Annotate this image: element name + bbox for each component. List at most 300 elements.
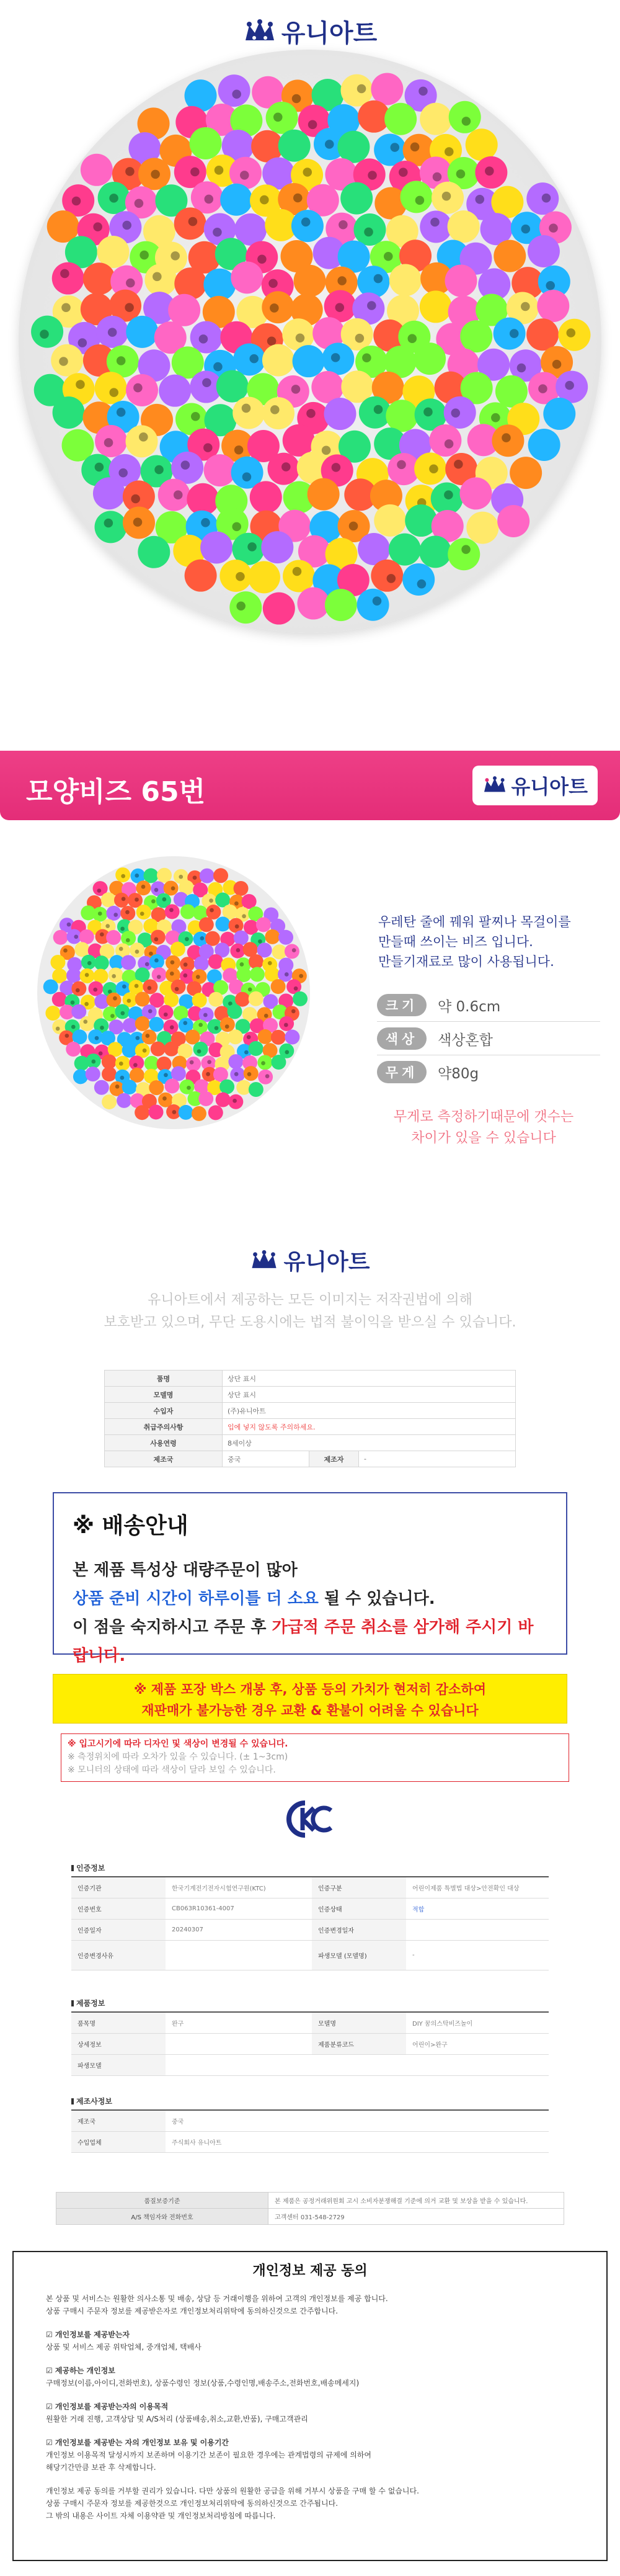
bead-hole (151, 170, 160, 179)
bead-hole (301, 218, 311, 227)
brand-logo (0, 14, 620, 49)
bead-hole (121, 874, 125, 879)
bead (271, 1055, 286, 1070)
bead (190, 127, 222, 159)
bead-hole (59, 357, 68, 366)
bead-hole (475, 195, 484, 204)
bead-hole (190, 168, 200, 177)
bead-hole (198, 1022, 203, 1027)
bead-hole (454, 460, 463, 469)
bead-hole (445, 147, 454, 156)
table-cell: CB063R10361-4007 (166, 1898, 312, 1919)
section-heading: 인증정보 (71, 1863, 105, 1873)
privacy-text: 본 상품 및 서비스는 원활한 의사소통 및 배송, 상담 등 거래이행을 위하여 고객의 개인정보를 제공 합니다. (46, 2294, 388, 2303)
bead (419, 535, 451, 568)
bead (271, 1030, 286, 1045)
note-line: ※ 모니터의 상태에 따라 색상이 달라 보일 수 있습니다. (68, 1765, 276, 1775)
bead (249, 1082, 264, 1097)
bead-hole (291, 1009, 296, 1013)
bead-hole (104, 438, 113, 447)
bead (151, 1042, 166, 1057)
caution-notes (61, 1733, 569, 1782)
bead (283, 560, 315, 592)
bead-hole (164, 1013, 168, 1017)
bead-hole (258, 939, 262, 944)
bead-hole (72, 197, 81, 206)
bead-hole (141, 885, 146, 889)
bead-hole (445, 439, 454, 449)
bead-hole (133, 517, 143, 527)
bead (74, 942, 89, 957)
bead-hole (284, 1023, 288, 1027)
bead-hole (148, 1009, 153, 1014)
bead-hole (153, 272, 162, 282)
privacy-text: 개인정보 이용목적 달성시까지 보존하며 이용기간 보존이 필요한 경우에는 관계법령의 규제에 의하여 (46, 2451, 372, 2459)
table-row (56, 2193, 564, 2209)
bead-hole (148, 986, 152, 990)
bead (229, 591, 262, 624)
brand-name: 유니아트 (511, 775, 588, 798)
bead (52, 992, 67, 1007)
bead-hole (197, 1049, 202, 1053)
bead-hole (71, 1000, 75, 1004)
privacy-text: 상품 및 서비스 제공 위탁업체, 중개업체, 택배사 (46, 2343, 202, 2351)
bead-hole (149, 952, 153, 956)
bead-hole (143, 1049, 147, 1053)
bead-hole (399, 168, 408, 177)
table-header-cell: 상세정보 (71, 2033, 166, 2054)
bead (429, 424, 461, 457)
bead (262, 344, 294, 377)
bead (208, 1019, 223, 1034)
weight-notice (366, 1107, 601, 1149)
bead-hole (285, 972, 289, 977)
bead (293, 991, 308, 1006)
bead (168, 294, 200, 326)
bead (171, 980, 186, 995)
table-header-cell: 취급주의사항 (105, 1419, 223, 1435)
bead-hole (125, 910, 130, 915)
bead (528, 429, 560, 461)
bead-hole (87, 961, 92, 965)
bead-hole (364, 228, 373, 237)
table-row (56, 2209, 564, 2225)
bead-hole (125, 167, 135, 176)
table-cell: 본 제품은 공정거래위원회 고시 소비자분쟁해결 기준에 의거 교환 및 보상을 받을 수 있습니다. (268, 2193, 564, 2209)
table-row (71, 1898, 549, 1919)
bead (283, 424, 315, 457)
bead (293, 345, 325, 377)
privacy-section-heading: ☑ 개인정보를 제공받는자의 이용목적 (46, 2402, 169, 2411)
bead-hole (84, 1002, 89, 1006)
bead-hole (225, 1024, 229, 1029)
table-cell: 중국 (166, 2110, 549, 2131)
privacy-text: 상품 구매시 주문자 정보를 제공받은자로 개인정보처리위탁에 동의하신것으로 간주합니다. (46, 2307, 339, 2315)
table-row (71, 2054, 549, 2075)
bead (149, 1080, 164, 1095)
bead-hole (242, 472, 252, 481)
bead-hole (332, 463, 341, 472)
table-header-cell: 파생모델 (모델명) (312, 1940, 406, 1970)
bead-hole (542, 194, 551, 203)
bead-hole (191, 412, 200, 421)
table-header-cell: 품명 (105, 1371, 223, 1387)
bead-hole (232, 522, 241, 532)
bead-hole (115, 1085, 120, 1089)
bead (203, 269, 236, 301)
bead-hole (270, 405, 280, 414)
bead-hole (374, 405, 383, 414)
privacy-text: 상품 구매시 주문자 정보를 제공한것으로 개인정보처리위탁에 동의하신것으로 간주됩니다. (46, 2499, 339, 2508)
bead-hole (415, 196, 425, 205)
bead-hole (119, 947, 123, 951)
bead-hole (337, 276, 347, 285)
bead (528, 235, 560, 267)
table-row (105, 1403, 516, 1419)
bead-hole (349, 522, 358, 531)
bead-hole (110, 1014, 115, 1018)
bead-hole (83, 1019, 87, 1024)
bead-hole (162, 897, 167, 901)
title-bar (0, 751, 620, 820)
bead-hole (549, 223, 558, 233)
bead-hole (242, 404, 251, 413)
copyright-notice (0, 1289, 620, 1334)
privacy-section-heading: ☑ 제공하는 개인정보 (46, 2366, 115, 2375)
bead-hole (296, 334, 305, 343)
bead-hole (63, 949, 68, 953)
bead-hole (257, 254, 267, 264)
bead (101, 892, 116, 907)
bead (466, 128, 498, 161)
bead-hole (521, 302, 530, 311)
bead-hole (293, 194, 303, 203)
table-row (71, 1877, 549, 1898)
bead-hole (433, 172, 442, 182)
bead (52, 262, 84, 295)
bead-photo-small (37, 856, 310, 1129)
description-line: 만들때 쓰이는 비즈 입니다. (378, 934, 533, 949)
bead (151, 930, 166, 945)
bead (152, 967, 167, 982)
bead (205, 931, 220, 946)
bead-hole (120, 1076, 125, 1080)
bead-hole (451, 408, 460, 418)
bead-hole (187, 1086, 191, 1090)
bead-hole (99, 1051, 103, 1055)
table-cell: 20240307 (166, 1919, 312, 1940)
bead-hole (135, 898, 139, 902)
bead-hole (146, 1034, 150, 1038)
bead (389, 264, 422, 296)
brand-name: 유니아트 (281, 19, 378, 48)
bead (114, 893, 129, 908)
bead (95, 511, 127, 543)
bead-hole (240, 171, 249, 180)
bead (193, 1042, 208, 1057)
bead (138, 536, 170, 568)
privacy-consent (12, 2251, 608, 2561)
bead-hole (188, 217, 198, 226)
bead-hole (135, 1036, 140, 1040)
bead-hole (157, 975, 161, 979)
bead-hole (261, 1061, 265, 1065)
table-header-cell: 인증기관 (71, 1877, 166, 1898)
product-description (378, 912, 601, 972)
bead-hole (357, 84, 366, 94)
bead (216, 1093, 231, 1107)
shipping-title: ※ 배송안내 (73, 1513, 188, 1539)
bead (106, 930, 121, 945)
bead (294, 265, 326, 297)
bead-hole (235, 924, 239, 929)
bead (126, 425, 158, 457)
table-header-cell: 인증일자 (71, 1919, 166, 1940)
bead (79, 1016, 94, 1031)
bead-hole (232, 1099, 237, 1103)
shipping-text: 될 수 있습니다. (318, 1590, 435, 1608)
bead (216, 370, 249, 403)
bead-hole (183, 1021, 187, 1026)
bead (263, 593, 295, 625)
bead (157, 868, 172, 883)
bead-hole (117, 356, 126, 365)
bead (135, 991, 150, 1006)
shipping-notice (53, 1492, 567, 1665)
bead (165, 1078, 180, 1093)
table-row (71, 1940, 549, 1970)
bead (200, 869, 215, 883)
product-title: 모양비즈 65번 (26, 776, 206, 808)
bead-hole (85, 973, 89, 977)
quality-contact-table (56, 2192, 564, 2225)
bead-hole (210, 908, 214, 913)
bead (445, 265, 477, 297)
bead-hole (196, 975, 200, 979)
bead-hole (61, 303, 71, 312)
table-header-cell: 품목명 (71, 2012, 166, 2033)
bead-hole (325, 140, 334, 149)
bead-hole (303, 168, 312, 177)
bead-hole (193, 875, 197, 880)
bead (248, 561, 280, 593)
title-bar-logo (472, 766, 598, 805)
bead-hole (71, 1025, 76, 1029)
bead-hole (273, 113, 283, 122)
bead-photo-large (19, 50, 601, 633)
bead-hole (56, 1027, 60, 1031)
bead-hole (299, 974, 303, 978)
bead-hole (373, 596, 382, 606)
bead (164, 1042, 179, 1057)
bead (526, 318, 559, 351)
bead-hole (174, 490, 183, 499)
bead-hole (122, 897, 126, 901)
bead-hole (339, 220, 348, 230)
bead (192, 993, 207, 1008)
bead (192, 1106, 206, 1121)
bead-hole (175, 987, 179, 991)
bead (448, 538, 480, 570)
shipping-line (73, 1585, 547, 1613)
bead-hole (133, 383, 143, 393)
table-header-cell: 제품분류코드 (312, 2033, 406, 2054)
bead-hole (270, 303, 279, 313)
bead (227, 1004, 242, 1019)
bead-hole (118, 468, 128, 478)
table-cell: 입에 넣지 않도록 주의하세요. (223, 1419, 516, 1435)
bead-hole (202, 378, 211, 387)
bead (117, 1093, 131, 1108)
crown-icon (250, 1250, 278, 1271)
bead (420, 290, 452, 323)
bead (460, 477, 492, 509)
bead-hole (162, 1096, 167, 1101)
bead-hole (456, 169, 466, 179)
bead (208, 954, 223, 969)
table-header-cell: 파생모델 (71, 2054, 166, 2075)
bead (123, 1018, 138, 1033)
table-header-cell: 수입자 (105, 1403, 223, 1419)
bead (420, 103, 452, 135)
bead (285, 944, 299, 959)
bead-hole (215, 166, 224, 175)
table-header-cell: 모델명 (312, 2012, 406, 2033)
spec-size (377, 993, 613, 1017)
table-cell: 주식회사 유니아트 (166, 2131, 549, 2152)
bead-hole (105, 924, 110, 928)
shipping-text: 이 점을 숙지하시고 주문 후 (73, 1618, 272, 1637)
bead-hole (444, 490, 453, 499)
bead-hole (264, 1014, 268, 1018)
bead-hole (244, 1050, 249, 1055)
table-cell: DIY 꿈의스탁비즈놀이 (406, 2012, 549, 2033)
table-cell: 완구 (166, 2012, 312, 2033)
bead (204, 454, 236, 486)
bead-hole (200, 936, 205, 941)
bead-hole (169, 908, 174, 912)
table-header-cell: 제조국 (105, 1451, 223, 1467)
bead-hole (367, 301, 376, 310)
bead-hole (76, 988, 80, 993)
description-line: 우레탄 줄에 꿰워 팔찌나 목걸이를 (378, 915, 571, 929)
bead-hole (292, 94, 301, 104)
bead (71, 982, 86, 996)
bead-hole (170, 972, 174, 976)
table-header-cell: 인증번호 (71, 1898, 166, 1919)
copyright-line: 보호받고 있으며, 무단 도용시에는 법적 불이익을 받으실 수 있습니다. (104, 1315, 516, 1330)
bead (102, 1067, 117, 1081)
bead (108, 967, 123, 982)
bead-hole (206, 1072, 210, 1076)
bead (233, 344, 265, 376)
bead (357, 589, 389, 621)
bead-hole (242, 914, 246, 918)
bead (402, 563, 435, 596)
spec-label: 무게 (377, 1061, 427, 1083)
bead (384, 103, 417, 135)
bead-hole (247, 1072, 252, 1076)
bead-hole (510, 329, 519, 338)
bead (79, 929, 94, 944)
bead-hole (100, 1026, 104, 1030)
shipping-line: 본 제품 특성상 대량주문이 많아 (73, 1561, 298, 1580)
kc-certification-icon (284, 1799, 336, 1839)
brand-logo (0, 1245, 620, 1276)
bead (135, 1016, 150, 1031)
bead-hole (291, 385, 301, 394)
table-header-cell: 제조자 (309, 1451, 359, 1467)
bead (81, 154, 113, 186)
bead-hole (154, 888, 159, 892)
bead-hole (113, 913, 118, 917)
bead (232, 396, 265, 429)
bead (164, 880, 179, 895)
bead (228, 1054, 243, 1069)
bead (66, 1042, 81, 1057)
bead (121, 955, 136, 970)
bead-hole (362, 353, 371, 362)
product-info-detail-table (71, 2011, 549, 2076)
bead-hole (125, 303, 134, 312)
bead-hole (335, 303, 345, 312)
bead (250, 967, 265, 982)
bead-hole (397, 460, 406, 470)
bead-hole (140, 251, 149, 260)
bead-hole (40, 329, 49, 339)
notice-line: 차이가 있을 수 있습니다 (411, 1130, 556, 1146)
bead (414, 342, 446, 375)
bead-hole (247, 1035, 251, 1039)
bead-hole (485, 166, 494, 176)
bead-hole (429, 465, 438, 474)
section-heading: 제품정보 (71, 1998, 105, 2008)
bead (199, 917, 214, 932)
bead (148, 1104, 163, 1119)
bead (285, 1030, 299, 1045)
bead-hole (97, 888, 102, 893)
bead-hole (109, 388, 118, 397)
bead (537, 290, 569, 322)
bead-hole (552, 360, 562, 369)
bead-hole (120, 1011, 125, 1016)
bead (45, 1006, 60, 1021)
bead-hole (67, 923, 71, 927)
spec-weight (377, 1060, 613, 1085)
section-heading: 제조사정보 (71, 2096, 112, 2106)
bead-hole (247, 542, 257, 552)
bead (234, 931, 249, 946)
bead (249, 1041, 264, 1056)
bead-hole (260, 195, 269, 205)
bead (102, 1094, 117, 1109)
bead-hole (185, 937, 189, 941)
bead-hole (184, 962, 188, 967)
bead-hole (442, 192, 451, 201)
table-row (105, 1371, 516, 1387)
bead-hole (265, 1074, 270, 1078)
table-cell: 어린이>완구 (406, 2033, 549, 2054)
bead-hole (234, 445, 244, 455)
bead-hole (215, 1026, 219, 1031)
bead (213, 868, 228, 883)
bead-hole (207, 1060, 211, 1064)
note-line: ※ 측정위치에 따라 오차가 있을 수 있습니다. (± 1~3cm) (68, 1752, 288, 1762)
bead (208, 992, 223, 1007)
bead-hole (248, 987, 252, 991)
crown-icon (482, 776, 507, 795)
bead (543, 398, 575, 430)
